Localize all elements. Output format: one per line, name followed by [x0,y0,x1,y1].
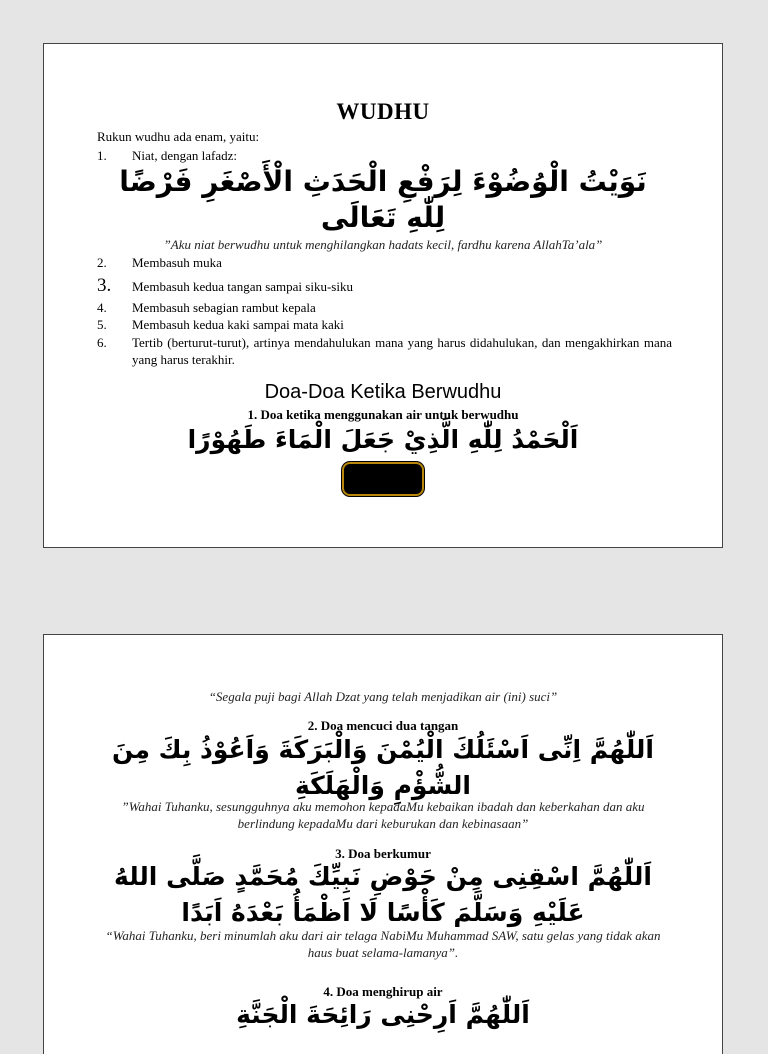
niat-translation: ”Aku niat berwudhu untuk menghilangkan hadats kecil, fardhu karena AllahTa’ala” [163,237,603,252]
section-title: Doa-Doa Ketika Berwudhu [264,381,502,403]
doa3-translation: “Wahai Tuhanku, beri minumlah aku dari air telaga NabiMu Muhammad SAW, satu gelas yang tidak akan haus buat selama-lamanya”. [105,928,661,960]
doa4-arabic: اَللّٰهُمَّ اَرِحْنِى رَائِحَةَ الْجَنَّةِ [236,1000,530,1029]
doa1-arabic: اَلْحَمْدُ لِلّٰهِ الَّذِيْ جَعَلَ الْمَاءَ طَهُوْرًا [187,425,579,454]
list-item: 4. Membasuh sebagian rambut kepala [97,300,316,315]
niat-arabic: نَوَيْتُ الْوُضُوْءَ لِرَفْعِ الْحَدَثِ الْأَصْغَرِ فَرْضًا لِلّٰهِ تَعَالَى [119,165,647,234]
list-item: 6. Tertib (berturut-turut), artinya mendahulukan mana yang harus didahulukan, dan mengakhirkan mana yang harus terakhir. [97,335,672,367]
doa3-arabic: اَللّٰهُمَّ اسْقِنِى مِنْ حَوْضِ نَبِيِّكَ مُحَمَّدٍ صَلَّى اللهُ عَلَيْهِ وَسَلَّمَ كَأْسًا لَا اَظْمَأُ بَعْدَهُ اَبَدًا [114,862,652,927]
doa2-arabic: اَللّٰهُمَّ اِنِّى اَسْئَلُكَ الْيُمْنَ وَالْبَرَكَةَ وَاَعُوْذُ بِكَ مِنَ الشُّؤْمِ وَالْهَلَكَةِ [112,735,654,800]
page-title: WUDHU [336,99,430,124]
intro-text: Rukun wudhu ada enam, yaitu: [97,129,260,144]
doa2-title: 2. Doa mencuci dua tangan [307,718,459,733]
doa4-title: 4. Doa menghirup air [323,984,443,999]
list-item: 3. Membasuh kedua tangan sampai siku-siku [97,275,353,296]
document-page-2 [43,634,723,1054]
doa2-translation: ”Wahai Tuhanku, sesungguhnya aku memohon kepadaMu kebaikan ibadah dan keberkahan dan aku berlindung kepadaMu dari keburukan dan kebinasaan” [121,799,645,831]
embedded-button[interactable] [342,462,424,496]
document-page-1 [43,43,723,548]
doa1-title: 1. Doa ketika menggunakan air untuk berwudhu [247,407,519,422]
list-item: 1. Niat, dengan lafadz: [97,148,238,163]
doa1-translation: “Segala puji bagi Allah Dzat yang telah menjadikan air (ini) suci” [208,689,558,704]
list-item: 5. Membasuh kedua kaki sampai mata kaki [97,317,344,332]
list-item: 2. Membasuh muka [97,255,222,270]
doa3-title: 3. Doa berkumur [335,846,431,861]
